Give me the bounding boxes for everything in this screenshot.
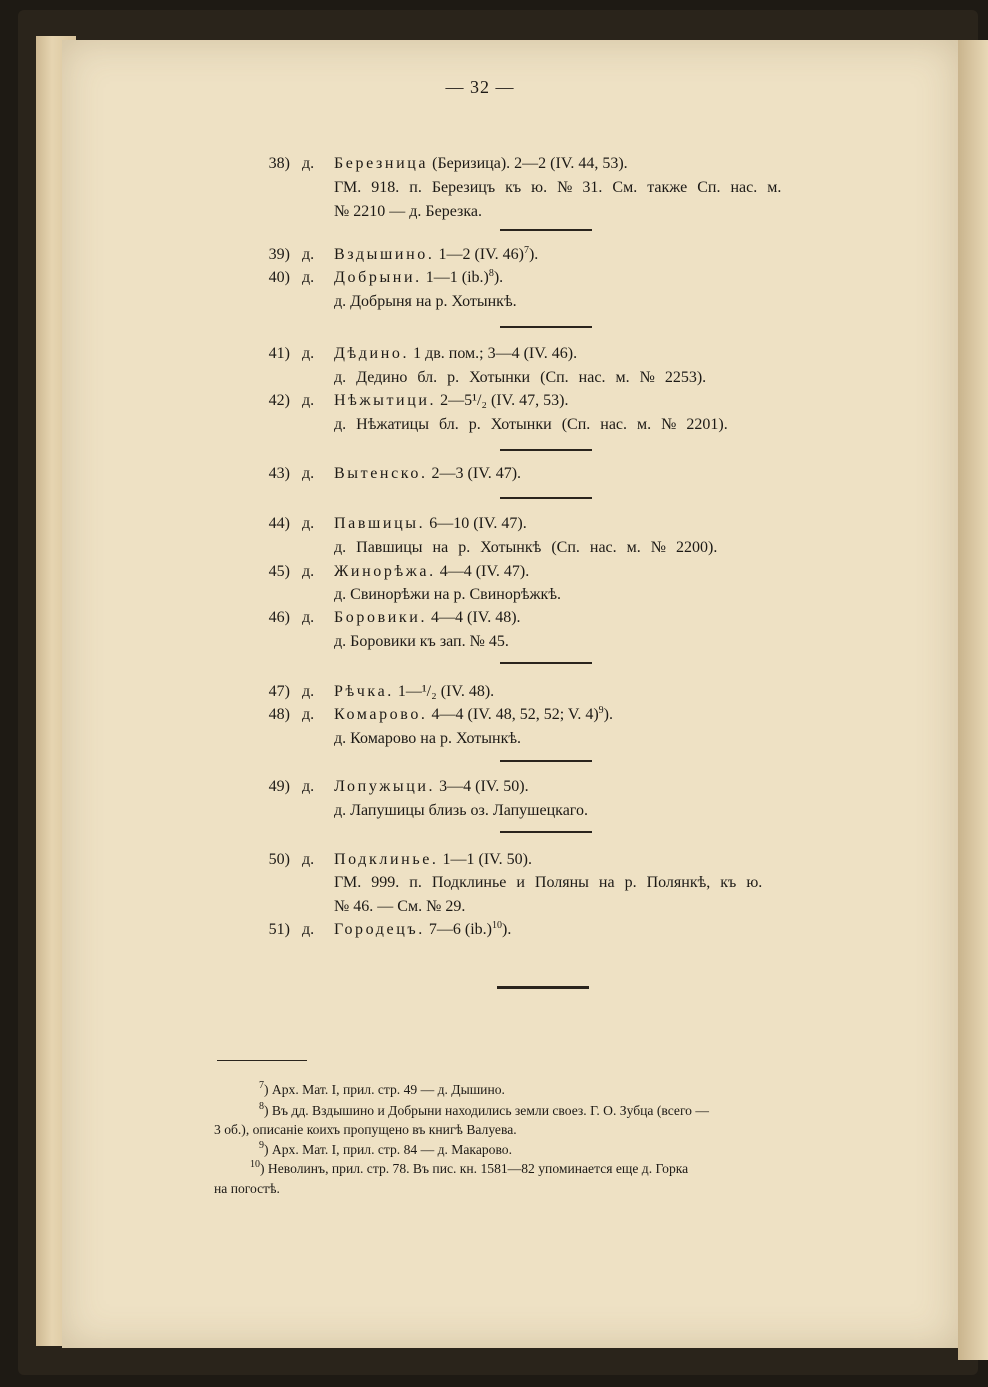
footnote-text: на погостѣ. xyxy=(214,1181,280,1196)
section-separator xyxy=(500,229,592,231)
entry-prefix: д. xyxy=(302,345,315,362)
entry-continuation-line xyxy=(0,799,960,823)
entry-prefix: д. xyxy=(302,515,315,532)
section-separator xyxy=(500,326,592,328)
entry-continuation-line xyxy=(0,413,960,437)
settlement-name: Лопужыци. xyxy=(334,778,436,795)
entry-line xyxy=(0,606,960,630)
settlement-name: Павшицы. xyxy=(334,515,426,532)
entry-line xyxy=(0,342,960,366)
entry-text: д. Дедино бл. р. Хотынки (Сп. нас. м. № 2253). xyxy=(334,369,707,386)
entry-details: 1—¹/₂ (IV. 48). xyxy=(393,683,495,700)
entry-details: 4—4 (IV. 48). xyxy=(427,609,521,626)
settlement-name: Рѣчка. xyxy=(334,683,394,700)
entry-line xyxy=(0,266,960,290)
footnote xyxy=(259,1141,512,1159)
entry-details: 4—4 (IV. 48, 52, 52; V. 4) xyxy=(427,706,599,723)
entry-text: д. Комарово на р. Хотынкѣ. xyxy=(334,730,522,747)
section-separator xyxy=(500,497,592,499)
entry-number: 45) xyxy=(268,563,290,580)
entry-continuation-line xyxy=(0,583,960,607)
footnote-mark: 9 xyxy=(259,1140,264,1151)
footnote xyxy=(259,1102,709,1120)
entry-text xyxy=(334,462,521,486)
entry-details: 3—4 (IV. 50). xyxy=(435,778,529,795)
entry-continuation-line xyxy=(0,536,960,560)
footnote-mark: 7 xyxy=(259,1080,264,1091)
end-rule xyxy=(497,986,589,989)
page-number: — 32 — xyxy=(445,77,515,97)
entry-line xyxy=(0,775,960,799)
entry-text: ГМ. 999. п. Подклинье и Поляны на р. Полянкѣ, къ ю. xyxy=(334,874,763,891)
entry-text xyxy=(334,680,494,704)
entry-prefix: д. xyxy=(302,851,315,868)
entry-tail: ). xyxy=(493,269,504,286)
footnote-mark: 8 xyxy=(259,1101,264,1112)
settlement-name: Боровики. xyxy=(334,609,428,626)
section-separator xyxy=(500,449,592,451)
entry-text xyxy=(334,152,628,176)
entry-text: д. Лапушицы близь оз. Лапушецкаго. xyxy=(334,802,588,819)
settlement-name: Жинорѣжа. xyxy=(334,563,436,580)
entry-prefix: д. xyxy=(302,563,315,580)
footnote xyxy=(214,1121,517,1139)
entry-number: 48) xyxy=(268,706,290,723)
entry-text xyxy=(334,918,511,942)
entry-number: 42) xyxy=(268,392,290,409)
entry-prefix: д. xyxy=(302,246,315,263)
entry-continuation-line xyxy=(0,630,960,654)
entry-details: 1—1 (ib.) xyxy=(421,269,489,286)
settlement-name: Дѣдино. xyxy=(334,345,410,362)
entry-continuation-line xyxy=(0,727,960,751)
entry-text: д. Добрыня на р. Хотынкѣ. xyxy=(334,293,517,310)
footnote-text: ) Арх. Мат. I, прил. стр. 49 — д. Дышино. xyxy=(264,1082,505,1097)
entry-text: № 46. — См. № 29. xyxy=(334,898,466,915)
entry-text: д. Павшицы на р. Хотынкѣ (Сп. нас. м. № 2200). xyxy=(334,539,718,556)
entry-prefix: д. xyxy=(302,921,315,938)
entry-details: 1 дв. пом.; 3—4 (IV. 46). xyxy=(409,345,578,362)
settlement-name: Нѣжытици. xyxy=(334,392,437,409)
entry-number: 49) xyxy=(268,778,290,795)
entry-details: 4—4 (IV. 47). xyxy=(435,563,530,580)
entry-details: (Беризица). 2—2 (IV. 44, 53). xyxy=(428,155,628,172)
entry-text xyxy=(334,703,613,727)
footnote-ref: 10 xyxy=(491,920,502,931)
settlement-name: Березница xyxy=(334,155,429,172)
footnote-text: ) Неволинъ, прил. стр. 78. Въ пис. кн. 1581—82 упоминается еще д. Горка xyxy=(260,1161,689,1176)
settlement-name: Добрыни. xyxy=(334,269,422,286)
entry-number: 40) xyxy=(268,269,290,286)
entry-prefix: д. xyxy=(302,155,315,172)
settlement-name: Вытенско. xyxy=(334,465,428,482)
section-separator xyxy=(500,662,592,664)
entry-number: 50) xyxy=(268,851,290,868)
entry-line xyxy=(0,512,960,536)
settlement-name: Городецъ. xyxy=(334,921,425,938)
entry-number: 47) xyxy=(268,683,290,700)
entry-line xyxy=(0,152,960,176)
entry-tail: ). xyxy=(501,921,512,938)
next-page-edge xyxy=(958,40,988,1360)
entry-text: д. Свинорѣжи на р. Свинорѣжкѣ. xyxy=(334,586,562,603)
entry-continuation-line xyxy=(0,176,960,200)
entry-continuation-line xyxy=(0,895,960,919)
entry-prefix: д. xyxy=(302,683,315,700)
entry-tail: ). xyxy=(528,246,539,263)
footnote-mark: 10 xyxy=(250,1159,260,1170)
entry-text: ГМ. 918. п. Березицъ къ ю. № 31. См. также Сп. нас. м. xyxy=(334,179,782,196)
settlement-name: Подклинье. xyxy=(334,851,439,868)
section-separator xyxy=(500,760,592,762)
footnote-ref: 7 xyxy=(523,245,529,256)
entry-number: 41) xyxy=(268,345,290,362)
footnote xyxy=(259,1081,505,1099)
entry-prefix: д. xyxy=(302,269,315,286)
entry-details: 2—3 (IV. 47). xyxy=(427,465,522,482)
entry-details: 2—5¹/₂ (IV. 47, 53). xyxy=(436,392,569,409)
entry-text xyxy=(334,512,527,536)
entry-number: 44) xyxy=(268,515,290,532)
entry-details: 7—6 (ib.) xyxy=(424,921,492,938)
entry-tail: ). xyxy=(603,706,613,723)
entry-number: 51) xyxy=(268,921,290,938)
settlement-name: Вздышино. xyxy=(334,246,435,263)
entry-number: 46) xyxy=(268,609,290,626)
entry-text xyxy=(334,848,532,872)
entry-text: д. Боровики къ зап. № 45. xyxy=(334,633,509,650)
footnote xyxy=(214,1180,280,1198)
footnote-text: ) Въ дд. Вздышино и Добрыни находились земли своез. Г. О. Зубца (всего — xyxy=(264,1103,709,1118)
settlement-name: Комарово. xyxy=(334,706,428,723)
entry-line xyxy=(0,462,960,486)
entry-continuation-line xyxy=(0,200,960,224)
entry-text xyxy=(334,342,577,366)
footnote-ref: 8 xyxy=(488,268,494,279)
entry-prefix: д. xyxy=(302,609,315,626)
entry-prefix: д. xyxy=(302,706,315,723)
entry-number: 43) xyxy=(268,465,290,482)
entry-line xyxy=(0,389,960,413)
entry-details: 1—2 (IV. 46) xyxy=(434,246,524,263)
entry-continuation-line xyxy=(0,290,960,314)
entry-continuation-line xyxy=(0,871,960,895)
entry-text: д. Нѣжатицы бл. р. Хотынки (Сп. нас. м. № 2201). xyxy=(334,416,728,433)
entry-text: № 2210 — д. Березка. xyxy=(334,203,482,220)
footnote xyxy=(250,1160,688,1178)
entry-details: 6—10 (IV. 47). xyxy=(425,515,527,532)
entry-text xyxy=(334,266,503,290)
footnote-rule xyxy=(217,1060,307,1061)
entry-number: 39) xyxy=(268,246,290,263)
entry-line xyxy=(0,848,960,872)
entry-prefix: д. xyxy=(302,392,315,409)
footnote-text: 3 об.), описаніе коихъ пропущено въ книгѣ Валуева. xyxy=(214,1122,517,1137)
entry-line xyxy=(0,560,960,584)
entry-line xyxy=(0,680,960,704)
footnote-text: ) Арх. Мат. I, прил. стр. 84 — д. Макарово. xyxy=(264,1142,512,1157)
entry-line xyxy=(0,918,960,942)
footnote-ref: 9 xyxy=(598,705,604,716)
entry-number: 38) xyxy=(268,155,290,172)
entry-prefix: д. xyxy=(302,465,315,482)
entry-text xyxy=(334,606,521,630)
entry-line xyxy=(0,243,960,267)
entry-text xyxy=(334,243,538,267)
entry-details: 1—1 (IV. 50). xyxy=(438,851,532,868)
entry-line xyxy=(0,703,960,727)
entry-text xyxy=(334,560,529,584)
entry-continuation-line xyxy=(0,366,960,390)
entry-text xyxy=(334,775,529,799)
entry-prefix: д. xyxy=(302,778,315,795)
entry-text xyxy=(334,389,568,413)
section-separator xyxy=(500,831,592,833)
